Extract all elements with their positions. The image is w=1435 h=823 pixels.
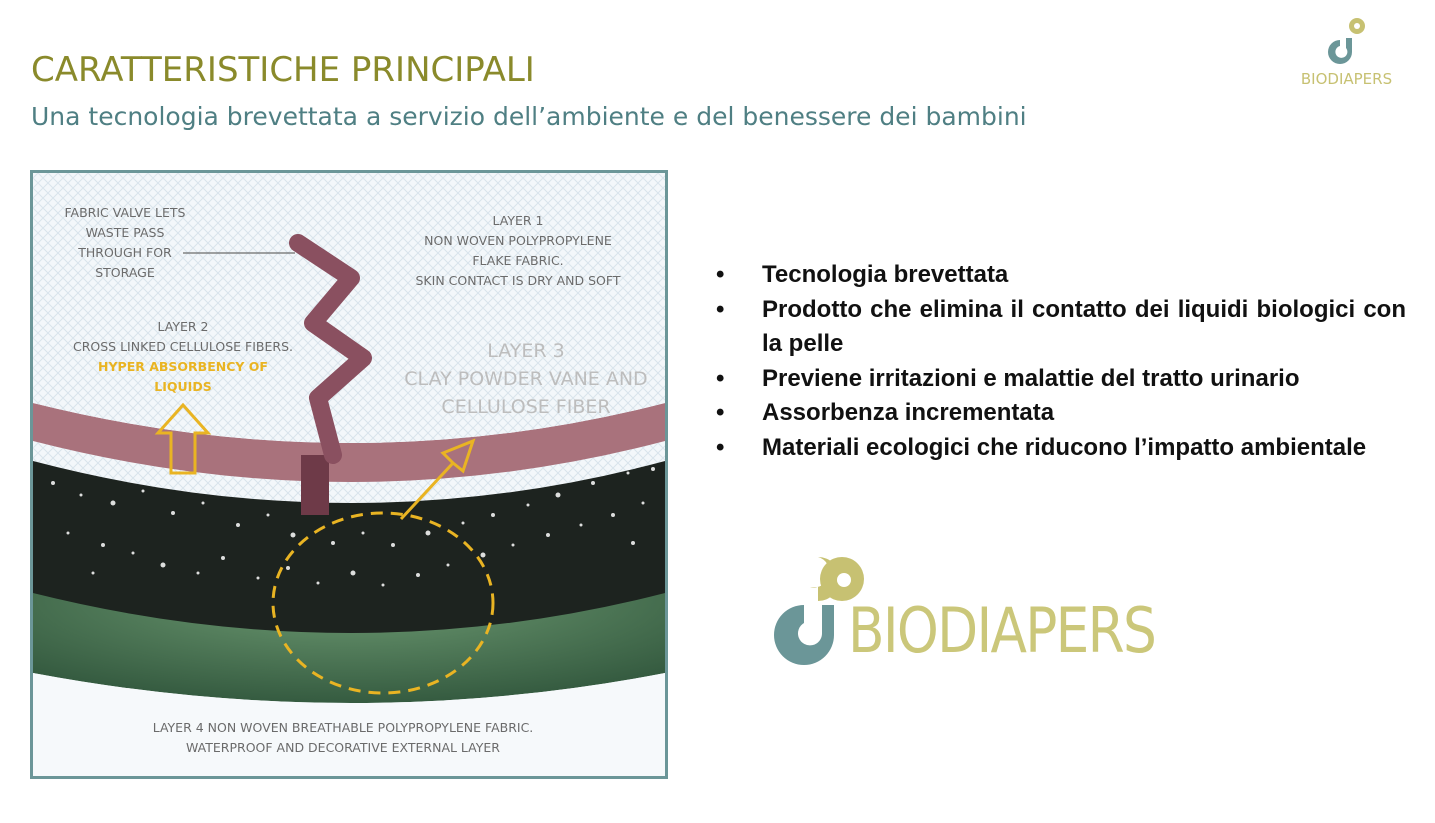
layer4-line: LAYER 4 NON WOVEN BREATHABLE POLYPROPYLENE FABRIC.	[152, 720, 534, 735]
slide-subtitle: Una tecnologia brevettata a servizio dell’ambiente e del benessere dei bambini	[31, 102, 1027, 131]
layer3-line: LAYER 3	[487, 340, 565, 362]
layer4-line: WATERPROOF AND DECORATIVE EXTERNAL LAYER	[186, 740, 500, 755]
layer4-label	[93, 718, 593, 758]
logo-wordmark: BIODIAPERS	[848, 594, 1156, 667]
list-item	[716, 362, 1406, 397]
list-item-text: Materiali ecologici che riducono l’impatto ambientale	[762, 433, 1367, 461]
list-item	[716, 396, 1406, 431]
features-list	[716, 258, 1406, 465]
layer1-line: SKIN CONTACT IS DRY AND SOFT	[415, 273, 621, 288]
biodiapers-logo-mark-icon	[1294, 14, 1399, 70]
layer2-highlight-line: LIQUIDS	[154, 379, 212, 394]
list-item	[716, 258, 1406, 293]
corner-logo	[1294, 14, 1399, 92]
list-item	[716, 293, 1406, 362]
layer1-line: NON WOVEN POLYPROPYLENE	[424, 233, 612, 248]
list-item-text: Previene irritazioni e malattie del tratto urinario	[762, 364, 1300, 392]
list-item	[716, 431, 1406, 466]
fabric-valve-line: FABRIC VALVE LETS	[64, 205, 186, 220]
bullet-icon: •	[716, 261, 725, 288]
fabric-valve-line: THROUGH FOR	[78, 245, 172, 260]
fabric-valve-line: WASTE PASS	[85, 225, 165, 240]
layer2-highlight-line: HYPER ABSORBENCY OF	[98, 359, 268, 374]
list-item-text: Tecnologia brevettata	[762, 261, 1009, 288]
biodiapers-logo	[770, 553, 1200, 673]
layer2-label	[63, 317, 303, 357]
layer3-label	[401, 337, 651, 421]
bullet-icon: •	[716, 399, 725, 426]
layer2-line: CROSS LINKED CELLULOSE FIBERS.	[73, 339, 293, 354]
corner-logo-wordmark: BIODIAPERS	[1300, 70, 1393, 88]
layer3-line: CELLULOSE FIBER	[441, 396, 611, 418]
fabric-valve-label	[55, 203, 195, 283]
list-item-text: Prodotto che elimina il contatto dei liquidi biologici con la pelle	[762, 295, 1406, 357]
fabric-valve-line: STORAGE	[95, 265, 155, 280]
layer3-line: CLAY POWDER VANE AND	[404, 368, 648, 390]
layer1-line: LAYER 1	[492, 213, 544, 228]
layer1-line: FLAKE FABRIC.	[472, 253, 564, 268]
layer2-highlight-label	[63, 357, 303, 397]
layer1-label	[403, 211, 633, 291]
slide-title: CARATTERISTICHE PRINCIPALI	[31, 50, 535, 90]
diaper-layers-diagram	[30, 170, 668, 779]
list-item-text: Assorbenza incrementata	[762, 399, 1055, 426]
bullet-icon: •	[716, 364, 725, 392]
bullet-icon: •	[716, 433, 725, 461]
bullet-icon: •	[716, 295, 725, 323]
layer2-line: LAYER 2	[157, 319, 209, 334]
